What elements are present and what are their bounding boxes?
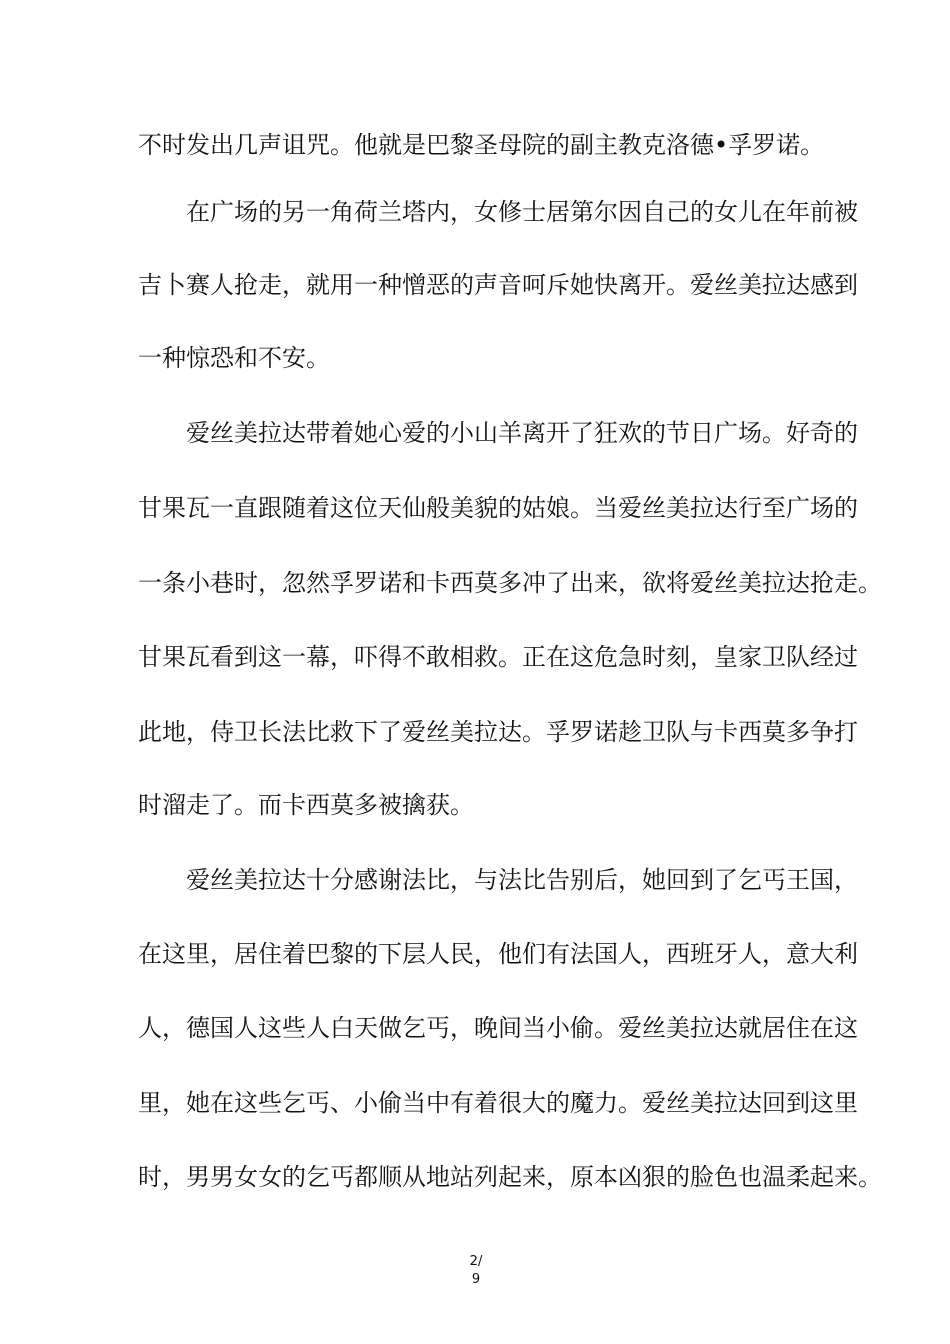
text-line: 爱丝美拉达十分感谢法比，与法比告别后，她回到了乞丐王国，: [186, 866, 858, 894]
text-line: 在广场的另一角荷兰塔内，女修士居第尔因自己的女儿在年前被: [186, 198, 858, 226]
text-line: 甘果瓦一直跟随着这位天仙般美貌的姑娘。当爱丝美拉达行至广场的: [138, 494, 858, 522]
text-line: 甘果瓦看到这一幕，吓得不敢相救。正在这危急时刻，皇家卫队经过: [138, 643, 858, 671]
text-line: 此地，侍卫长法比救下了爱丝美拉达。孚罗诺趁卫队与卡西莫多争打: [138, 718, 858, 746]
text-line: 吉卜赛人抢走，就用一种憎恶的声音呵斥她快离开。爱丝美拉达感到: [138, 271, 858, 299]
text-line: 一条小巷时，忽然孚罗诺和卡西莫多冲了出来，欲将爱丝美拉达抢走。: [138, 569, 882, 597]
page-number-bottom: 9: [471, 1272, 481, 1287]
text-line: 爱丝美拉达带着她心爱的小山羊离开了狂欢的节日广场。好奇的: [186, 419, 858, 447]
text-line: 里，她在这些乞丐、小偷当中有着很大的魔力。爱丝美拉达回到这里: [138, 1089, 858, 1117]
text-line: 不时发出几声诅咒。他就是巴黎圣母院的副主教克洛德•孚罗诺。: [138, 131, 825, 159]
text-line: 时，男男女女的乞丐都顺从地站列起来，原本凶狠的脸色也温柔起来。: [138, 1163, 882, 1191]
text-line: 在这里，居住着巴黎的下层人民，他们有法国人，西班牙人，意大利: [138, 940, 858, 968]
text-line: 时溜走了。而卡西莫多被擒获。: [138, 791, 474, 819]
text-line: 一种惊恐和不安。: [138, 344, 330, 372]
page-number-top: 2/: [469, 1254, 483, 1269]
text-line: 人，德国人这些人白天做乞丐，晚间当小偷。爱丝美拉达就居住在这: [138, 1014, 858, 1042]
